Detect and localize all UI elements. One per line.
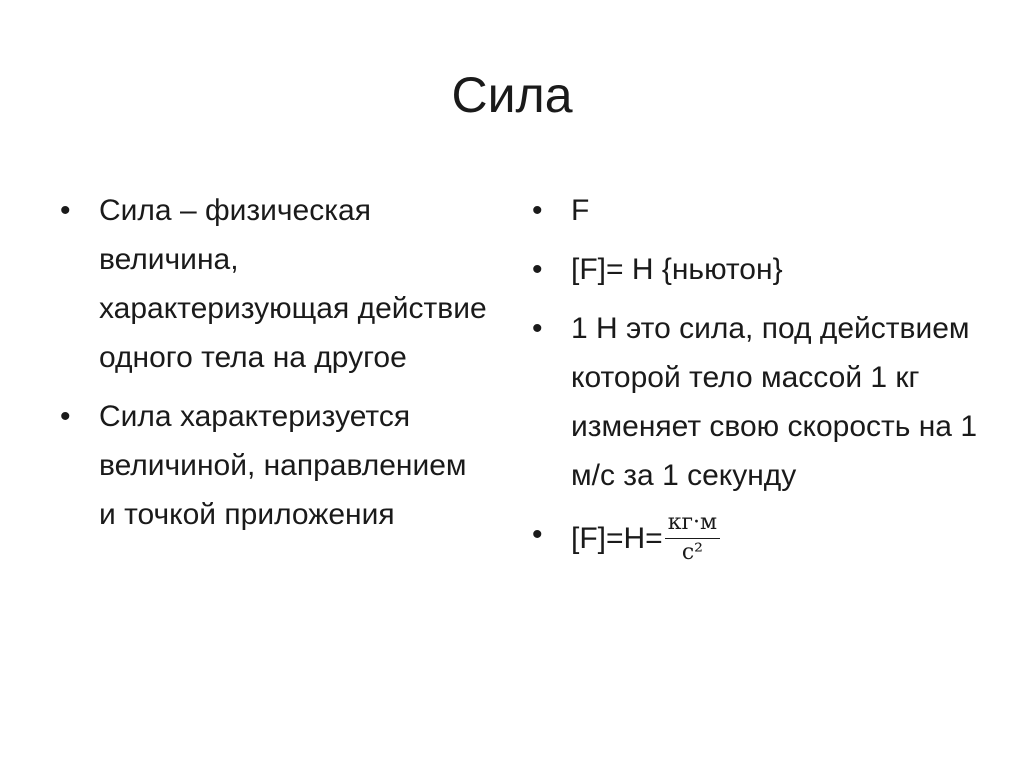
formula-denominator: с² [681,540,703,565]
formula-numerator: кг·м [665,510,720,539]
definition-text: Сила – физическая величина, характеризующая действие одного тела на другое [99,194,487,374]
bullet-icon: • [532,194,543,227]
newton-definition-text: 1 Н это сила, под действием которой тело массой 1 кг изменяет свою скорость на 1 м/с за 1 секунду [571,312,978,492]
list-item [530,304,1000,500]
symbol-text: F [571,194,590,227]
right-bullet-list [530,186,1000,567]
formula-prefix: [F]=Н= [571,522,663,555]
right-column [530,186,1000,577]
list-item [530,186,1000,235]
list-item [58,186,488,382]
bullet-icon: • [532,253,543,286]
unit-text: [F]= Н {ньютон} [571,253,783,286]
bullet-icon: • [532,518,543,551]
bullet-icon: • [532,312,543,345]
slide-title: Сила [451,67,573,123]
bullet-icon: • [60,400,71,433]
bullet-icon: • [60,194,71,227]
characteristics-text: Сила характеризуется величиной, направлением и точкой приложения [99,400,467,531]
unit-formula [571,510,720,567]
left-bullet-list [58,186,488,539]
list-item [530,510,1000,567]
list-item [58,392,488,539]
formula-fraction [665,510,720,567]
left-column [58,186,488,549]
list-item [530,245,1000,294]
